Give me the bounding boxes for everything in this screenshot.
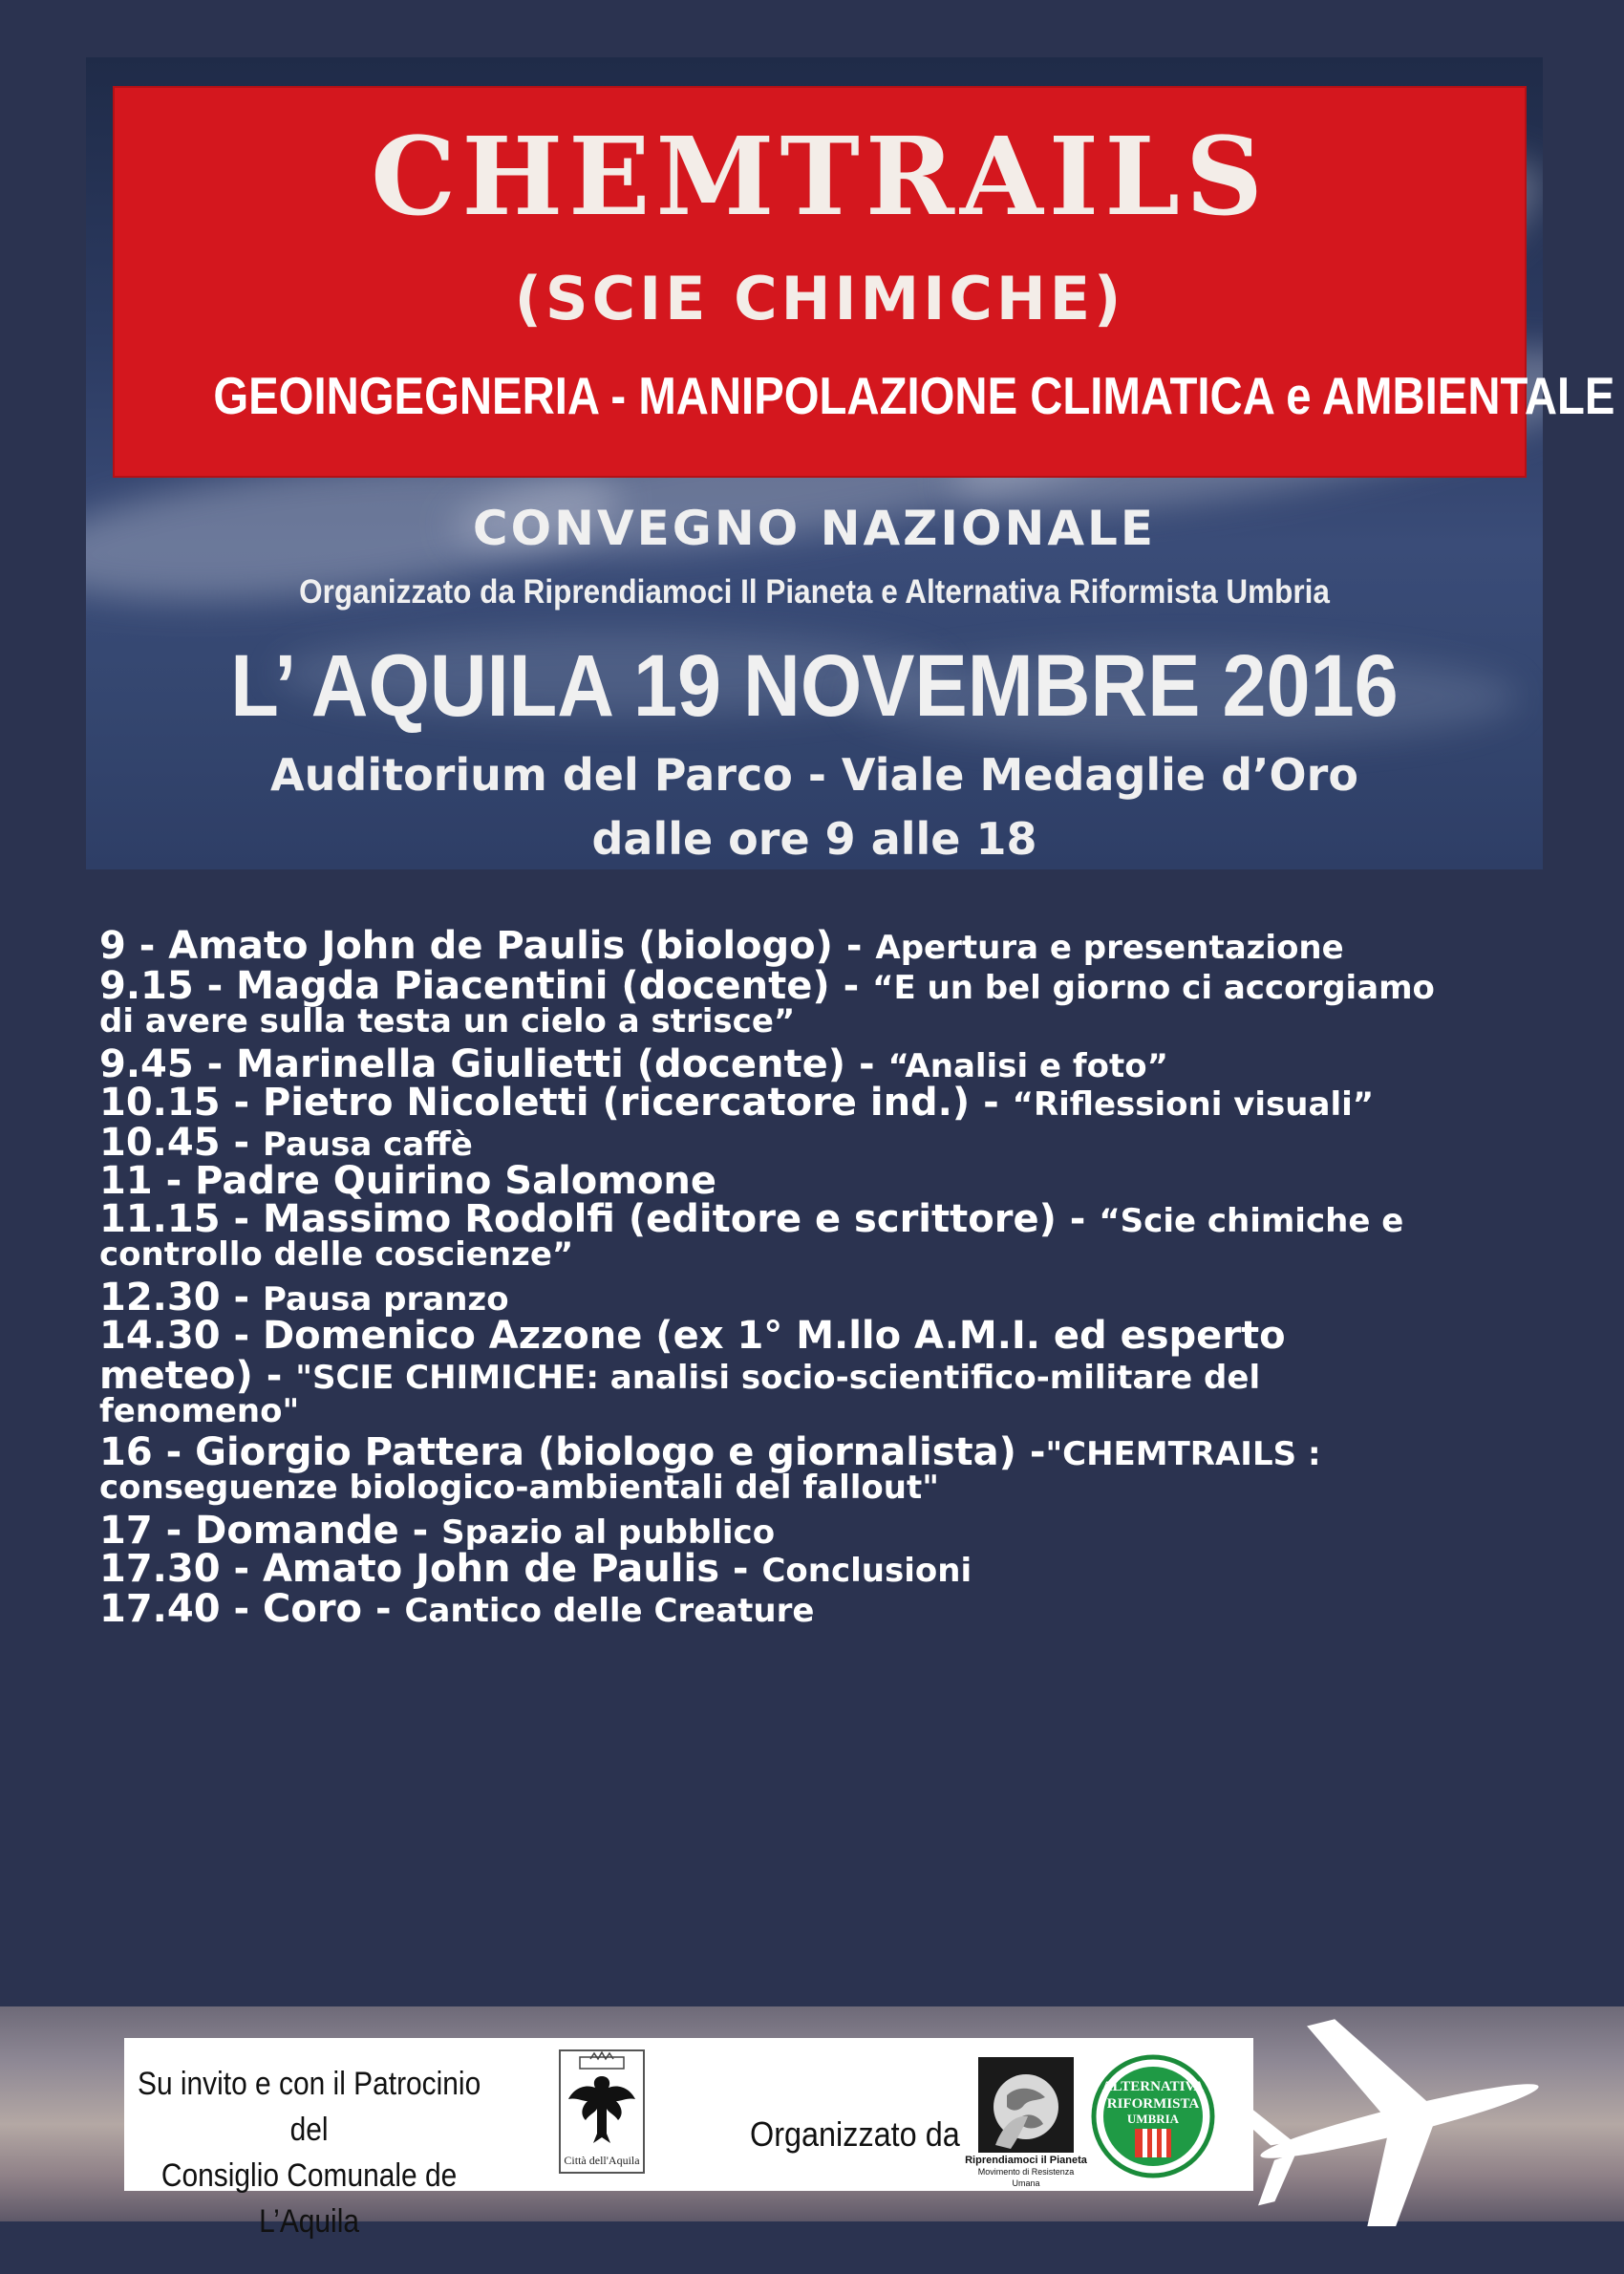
programme-item — [99, 1042, 1168, 1086]
alternativa-riformista-logo-image — [1089, 2052, 1218, 2181]
riprendiamoci-logo-caption — [965, 2155, 1087, 2189]
programme-item — [99, 1081, 1375, 1125]
programme-topic: Pausa caffè — [262, 1126, 473, 1164]
programme-topic: controllo delle coscienze” — [99, 1235, 574, 1274]
ar-logo-line: UMBRIA — [1126, 2112, 1180, 2126]
city-crest — [559, 2049, 645, 2174]
patronage-line: Consiglio Comunale de L’Aquila — [160, 2157, 458, 2240]
programme-topic: Conclusioni — [761, 1552, 972, 1590]
riprendiamoci-logo — [965, 2057, 1087, 2188]
alternativa-riformista-logo — [1089, 2052, 1218, 2181]
programme-topic: “E un bel giorno ci accorgiamo — [872, 969, 1435, 1007]
programme-time-speaker: 9.15 - Magda Piacentini (docente) - — [99, 964, 873, 1008]
programme-item — [99, 1314, 1286, 1358]
org1-name: Riprendiamoci il Pianeta — [965, 2155, 1087, 2166]
conference-date: L’ AQUILA 19 NOVEMBRE 2016 — [230, 637, 1399, 735]
programme-item — [99, 1547, 972, 1591]
programme-topic: conseguenze biologico-ambientali del fallout" — [99, 1469, 939, 1507]
programme-item — [99, 1392, 300, 1430]
programme-item — [99, 1587, 815, 1631]
programme-item — [99, 1002, 796, 1040]
crest-caption: Città dell'Aquila — [564, 2154, 640, 2167]
eagle-crest-icon — [561, 2051, 643, 2155]
programme-time-speaker: 14.30 - Domenico Azzone (ex 1° M.llo A.M.I. ed esperto — [99, 1314, 1286, 1358]
riprendiamoci-logo-image — [978, 2057, 1074, 2153]
ar-logo-line: ALTERNATIVA — [1101, 2079, 1205, 2094]
programme-topic: "SCIE CHIMICHE: analisi socio-scientifico-militare del — [295, 1359, 1261, 1397]
programme-item — [99, 1197, 1404, 1241]
programme-topic: di avere sulla testa un cielo a strisce” — [99, 1002, 796, 1040]
programme-item — [99, 924, 1344, 968]
conference-hours: dalle ore 9 alle 18 — [591, 813, 1037, 865]
programme-item — [99, 1509, 776, 1553]
programme-item — [99, 1235, 574, 1274]
programme-item — [99, 964, 1435, 1008]
programme-topic: Apertura e presentazione — [875, 929, 1344, 967]
hand-globe-icon — [978, 2057, 1074, 2153]
programme-time-speaker: 11.15 - Massimo Rodolfi (editore e scrittore) - — [99, 1197, 1100, 1241]
programme-item — [99, 1278, 509, 1317]
programme-time-speaker: 11 - Padre Quirino Salomone — [99, 1159, 717, 1203]
programme-topic: Cantico delle Creature — [404, 1592, 815, 1630]
title-banner — [113, 86, 1615, 478]
programme-topic: "CHEMTRAILS : — [1045, 1435, 1321, 1473]
programme-time-speaker: 17 - Domande - — [99, 1509, 442, 1553]
programme-time-speaker: 9.45 - Marinella Giulietti (docente) - — [99, 1042, 888, 1086]
programme-topic: “Scie chimiche e — [1099, 1202, 1404, 1240]
programme-item — [99, 1469, 939, 1507]
conference-venue: Auditorium del Parco - Viale Medaglie d’Oro — [270, 749, 1358, 801]
programme-topic: Spazio al pubblico — [441, 1513, 776, 1552]
programme-time-speaker: 10.45 - — [99, 1121, 263, 1165]
programme-item — [99, 1159, 717, 1203]
programme-item — [99, 1121, 473, 1165]
programme-time-speaker: 10.15 - Pietro Nicoletti (ricercatore ind.) - — [99, 1081, 1013, 1125]
main-title: CHEMTRAILS — [371, 115, 1269, 240]
programme-topic: Pausa pranzo — [262, 1280, 509, 1319]
patronage-line: Su invito e con il Patrocinio del — [137, 2066, 481, 2148]
programme-topic: “Riflessioni visuali” — [1012, 1085, 1375, 1124]
programme-time-speaker: 17.40 - Coro - — [99, 1587, 405, 1631]
organized-by-label: Organizzato da — [750, 2114, 960, 2154]
programme-time-speaker: 12.30 - — [99, 1276, 263, 1319]
programme-time-speaker: 17.30 - Amato John de Paulis - — [99, 1547, 762, 1591]
programme-item — [99, 1354, 1261, 1398]
patronage-text — [124, 2061, 494, 2244]
programme-time-speaker: meteo) - — [99, 1354, 296, 1398]
programme-time-speaker: 9 - Amato John de Paulis (biologo) - — [99, 924, 876, 968]
conference-title: CONVEGNO NAZIONALE — [472, 501, 1157, 556]
programme-item — [99, 1430, 1321, 1474]
programme-topic: “Analisi e foto” — [887, 1047, 1168, 1085]
sponsor-box — [124, 2038, 1253, 2240]
conference-organizers: Organizzato da Riprendiamoci Il Pianeta e Alternativa Riformista Umbria — [299, 573, 1330, 611]
subtitle: (SCIE CHIMICHE) — [514, 264, 1125, 333]
airplane-icon — [1242, 2016, 1557, 2226]
org1-motto: Movimento di Resistenza Umana — [977, 2167, 1075, 2188]
tagline: GEOINGEGNERIA - MANIPOLAZIONE CLIMATICA e AMBIENTALE — [213, 366, 1615, 425]
programme-topic: fenomeno" — [99, 1392, 300, 1430]
programme-time-speaker: 16 - Giorgio Pattera (biologo e giornalista) - — [99, 1430, 1046, 1474]
ar-logo-line: RIFORMISTA — [1106, 2096, 1200, 2112]
